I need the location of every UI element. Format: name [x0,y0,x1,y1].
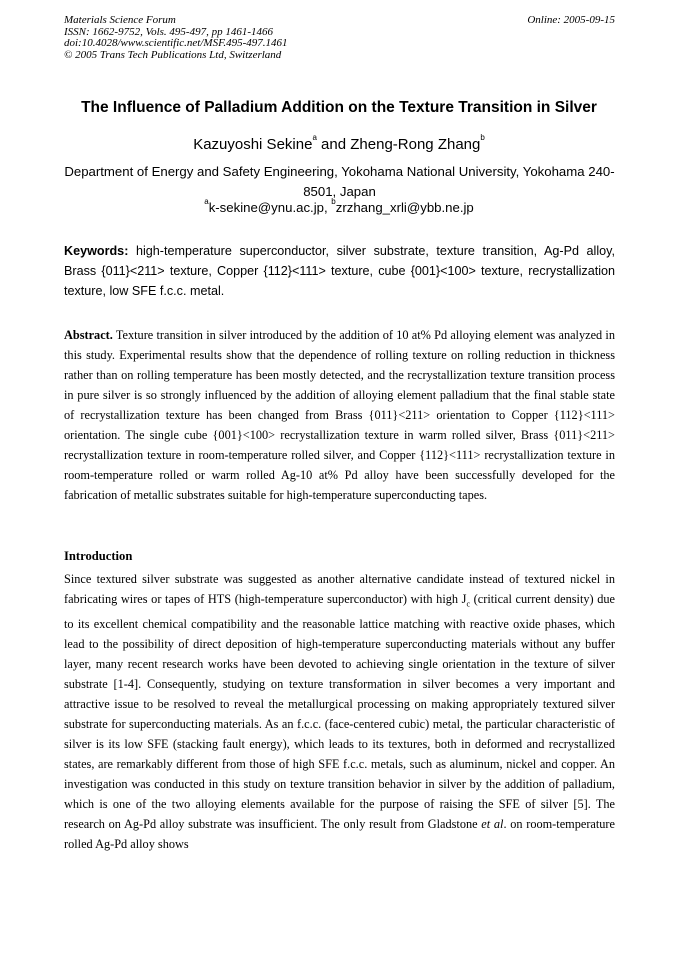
jc-subscript: c [466,599,471,609]
intro-text-1: Since textured silver substrate was suggested as another alternative candidate instead of textured nickel in fabricating wires or tapes of HTS (high-temperature superconductor) with high J [64,572,615,606]
affiliation: Department of Energy and Safety Engineering, Yokohama National University, Yokohama 240-8501, Japan [64,164,615,199]
email-b-mark: b [331,197,336,206]
intro-text-2: (critical current density) due to its excellent chemical compatibility and the reasonable lattice matching with reactive oxide phases, which lead to the possibility of direct deposition of high-temperature superconducting materials without any buffer layer, many recent research works have been devoted to achieving single orientation in the texture of silver substrate [1-4]. Consequently, studying on texture transformation in silver becomes a very important and attractive issue to be resolved to reveal the metallurgical processing on making appropriately textured silver substrate for superconducting materials. As an f.c.c. (face-centered cubic) metal, the particular characteristic of silver is its low SFE (stacking fault energy), which leads to its textures, both in deformed and recrystallized states, are remarkably different from those of high SFE f.c.c. metals, such as aluminum, nickel and copper. An investigation was conducted in this study on texture transition behavior in silver by the addition of palladium, which is one of the two alloying elements available for the purpose of raising the SFE of silver [5]. The research on Ag-Pd alloy substrate was insufficient. The only result from Gladstone [64,592,616,832]
issn-line: ISSN: 1662-9752, Vols. 495-497, pp 1461-1466 [64,25,273,38]
copyright-line: © 2005 Trans Tech Publications Ltd, Switzerland [64,48,282,61]
emails-line [40,197,638,215]
authors-and: and [316,136,351,153]
abstract-label: Abstract. [64,328,113,342]
introduction-body [64,569,615,854]
abstract-block [64,325,615,505]
paper-title: The Influence of Palladium Addition on the Texture Transition in Silver [81,99,597,116]
doi-line: doi:10.4028/www.scientific.net/MSF.495-497.1461 [64,37,288,49]
et-al: et al [481,817,504,832]
abstract-text: Texture transition in silver introduced by the addition of 10 at% Pd alloying element was analyzed in this study. Experimental results show that the dependence of rolling texture on rolling reduction in thickness rather than on rolling temperature has been mostly detected, and the recrystallization texture transition process in pure silver is so strongly influenced by the addition of alloying element palladium that the final stable state of recrystallization texture has been changed from Brass {011}<211> orientation to Copper {112}<111> orientation. The single cube {001}<100> recrystallization texture in warm rolled silver, Brass {011}<211> recrystallization texture in room-temperature rolled silver, and Copper {112}<111> recrystallization texture in room-temperature rolled or warm rolled Ag-10 at% Pd alloy have been successfully developed for the fabrication of metallic substrates suitable for high-temperature superconducting tapes. [64,328,615,502]
authors-line [40,133,638,153]
email-b[interactable]: zrzhang_xrli@ybb.ne.jp [335,200,474,215]
author-1-affil-mark: a [312,133,317,142]
online-date: Online: 2005-09-15 [527,14,615,26]
intro-text-3: . on room-temperature rolled Ag-Pd alloy shows [64,817,615,852]
keywords-label: Keywords: [64,244,129,258]
author-2: Zheng-Rong Zhang [350,136,481,153]
journal-name: Materials Science Forum [64,14,176,26]
author-1: Kazuyoshi Sekine [193,136,313,153]
author-2-affil-mark: b [480,133,485,142]
email-a[interactable]: k-sekine@ynu.ac.jp, [208,200,332,215]
introduction-heading: Introduction [64,549,133,563]
keywords-block [64,241,615,301]
keywords-text: high-temperature superconductor, silver substrate, texture transition, Ag-Pd alloy, Brass {011}<211> texture, Copper {112}<111> texture, cube {001}<100> texture, recrystallization texture, low SFE f.c.c. metal. [64,244,616,298]
email-a-mark: a [204,197,209,206]
journal-header [64,15,615,61]
